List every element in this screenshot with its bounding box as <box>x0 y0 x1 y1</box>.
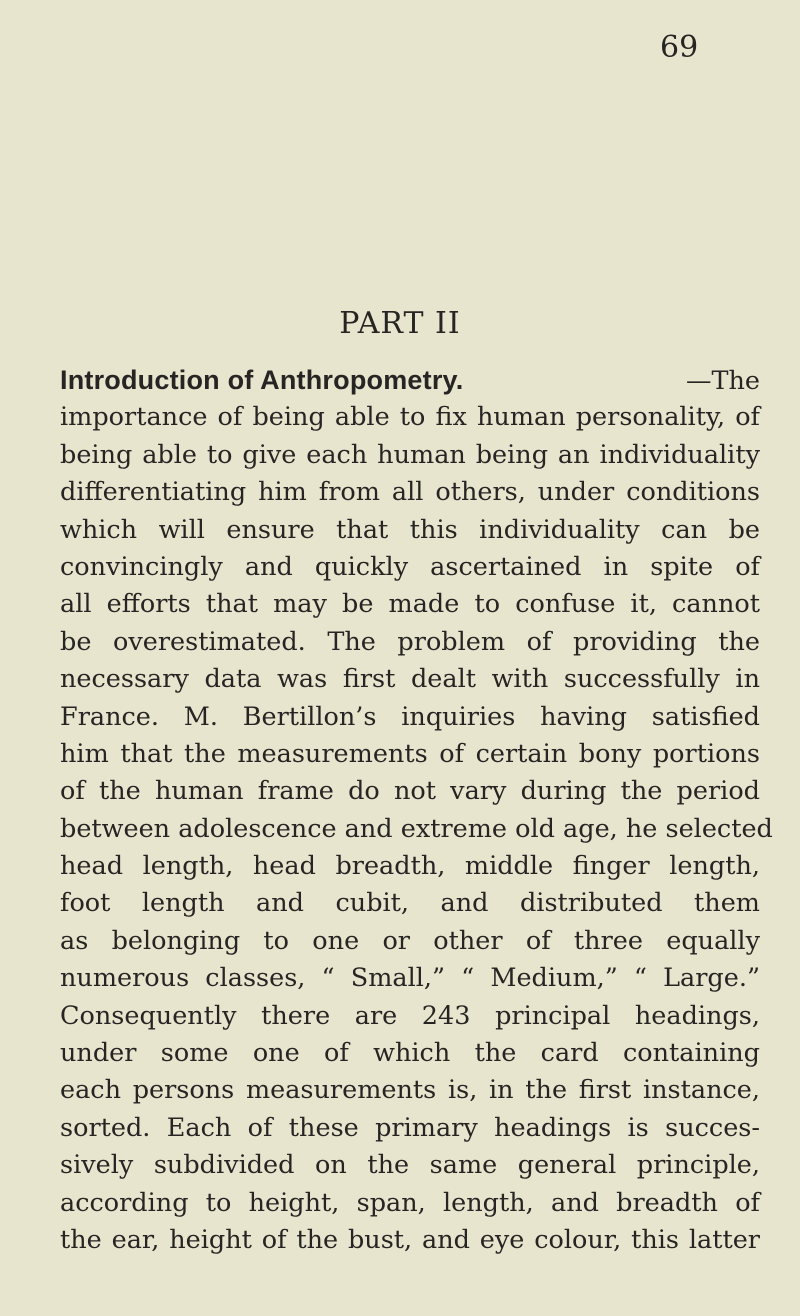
text-line: all efforts that may be made to confuse it, cannot <box>60 589 760 620</box>
text-line: differentiating him from all others, under conditions <box>60 477 760 508</box>
body-text <box>60 362 773 1259</box>
text-line: under some one of which the card containing <box>60 1038 760 1069</box>
text-line: according to height, span, length, and breadth of <box>60 1187 760 1218</box>
text-line: sively subdivided on the same general principle, <box>60 1150 760 1181</box>
text-line: the ear, height of the bust, and eye colour, this latter <box>60 1224 760 1255</box>
first-line <box>60 362 760 399</box>
part-heading: PART II <box>339 306 461 341</box>
first-line-rest: —The <box>685 366 760 396</box>
text-line: importance of being able to fix human personality, of <box>60 402 760 433</box>
text-line: of the human frame do not vary during the period <box>60 776 760 807</box>
text-line: head length, head breadth, middle finger length, <box>60 851 760 882</box>
text-line: be overestimated. The problem of providing the <box>60 626 760 657</box>
text-line: France. M. Bertillon’s inquiries having satisfied <box>60 701 760 732</box>
text-line: numerous classes, “ Small,” “ Medium,” “ Large.” <box>60 963 760 994</box>
text-line: him that the measurements of certain bony portions <box>60 738 760 769</box>
text-line: each persons measurements is, in the first instance, <box>60 1075 760 1106</box>
text-line: sorted. Each of these primary headings is succes- <box>60 1112 760 1143</box>
text-line: Consequently there are 243 principal headings, <box>60 1000 760 1031</box>
page-number: 69 <box>660 30 699 65</box>
section-title: Introduction of Anthropometry. <box>60 365 464 395</box>
text-line: between adolescence and extreme old age, he selected <box>60 813 773 844</box>
text-line: necessary data was first dealt with successfully in <box>60 664 760 695</box>
text-line: foot length and cubit, and distributed them <box>60 888 760 919</box>
text-line: which will ensure that this individuality can be <box>60 514 760 545</box>
text-line: being able to give each human being an individuality <box>60 439 760 470</box>
text-line: convincingly and quickly ascertained in spite of <box>60 551 760 582</box>
text-line: as belonging to one or other of three equally <box>60 925 760 956</box>
